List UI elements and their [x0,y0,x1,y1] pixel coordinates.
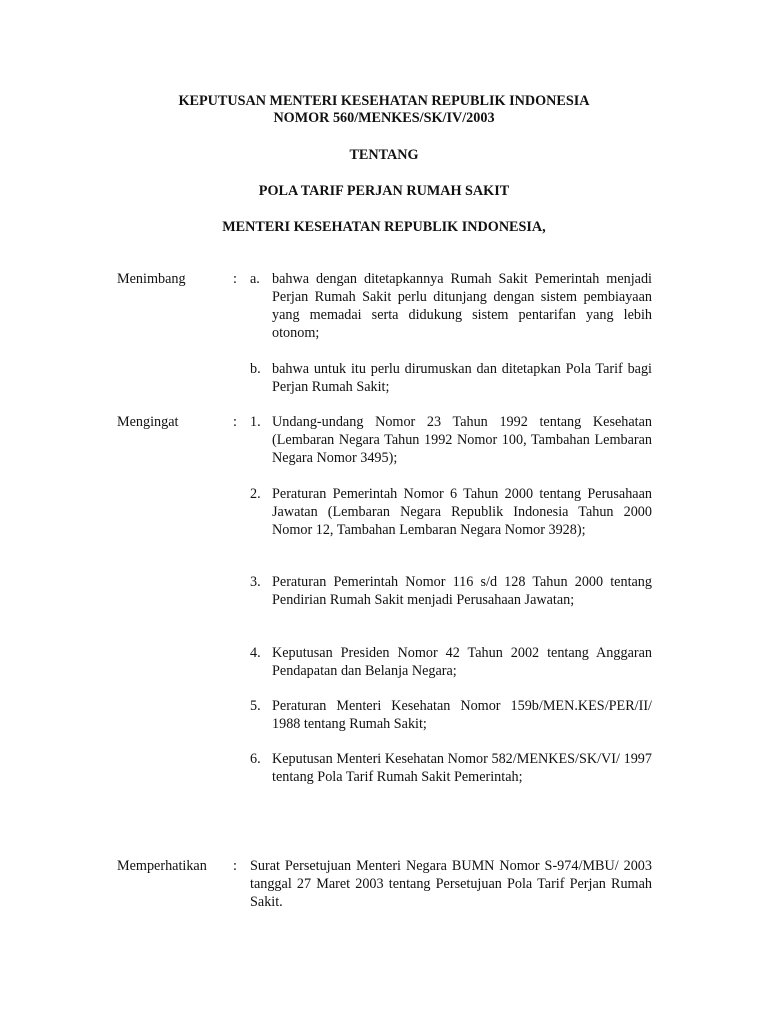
tentang-heading: TENTANG [349,147,419,163]
memperhatikan-colon: : [233,858,237,874]
menimbang-label: Menimbang [117,271,186,287]
mengingat-item-5-text: Peraturan Menteri Kesehatan Nomor 159b/MEN.KES/PER/II/ 1988 tentang Rumah Sakit; [272,698,652,732]
mengingat-label: Mengingat [117,414,179,430]
menimbang-item-a-mark: a. [250,271,260,287]
issuer-heading: MENTERI KESEHATAN REPUBLIK INDONESIA, [222,219,546,235]
mengingat-item-2-text: Peraturan Pemerintah Nomor 6 Tahun 2000 tentang Perusahaan Jawatan (Lembaran Negara Republik Indonesia Tahun 2000 Nomor 12, Tambahan Lembaran Negara Nomor 3928); [272,486,652,538]
mengingat-item-3-text: Peraturan Pemerintah Nomor 116 s/d 128 Tahun 2000 tentang Pendirian Rumah Sakit menjadi Perusahaan Jawatan; [272,574,652,608]
mengingat-item-4-text: Keputusan Presiden Nomor 42 Tahun 2002 tentang Anggaran Pendapatan dan Belanja Negara; [272,645,652,679]
decree-title: KEPUTUSAN MENTERI KESEHATAN REPUBLIK INDONESIA [178,93,590,109]
menimbang-item-b-text: bahwa untuk itu perlu dirumuskan dan ditetapkan Pola Tarif bagi Perjan Rumah Sakit; [272,361,652,395]
mengingat-item-3-mark: 3. [250,574,261,590]
decree-number: NOMOR 560/MENKES/SK/IV/2003 [273,110,495,126]
memperhatikan-label: Memperhatikan [117,858,207,874]
mengingat-item-1-mark: 1. [250,414,261,430]
mengingat-item-1-text: Undang-undang Nomor 23 Tahun 1992 tentang Kesehatan (Lembaran Negara Tahun 1992 Nomor 100, Tambahan Lembaran Negara Nomor 3495); [272,414,652,466]
memperhatikan-text: Surat Persetujuan Menteri Negara BUMN Nomor S-974/MBU/ 2003 tanggal 27 Maret 2003 tentang Persetujuan Pola Tarif Perjan Rumah Sakit. [250,858,652,910]
mengingat-item-6-text: Keputusan Menteri Kesehatan Nomor 582/MENKES/SK/VI/ 1997 tentang Pola Tarif Rumah Sakit Pemerintah; [272,751,652,785]
mengingat-item-5-mark: 5. [250,698,261,714]
mengingat-item-4-mark: 4. [250,645,261,661]
decree-subject: POLA TARIF PERJAN RUMAH SAKIT [258,183,510,199]
menimbang-item-a-text: bahwa dengan ditetapkannya Rumah Sakit Pemerintah menjadi Perjan Rumah Sakit perlu ditunjang dengan sistem pembiayaan yang memadai serta didukung sistem pentarifan yang lebih otonom; [272,271,652,341]
mengingat-item-6-mark: 6. [250,751,261,767]
mengingat-colon: : [233,414,237,430]
menimbang-item-b-mark: b. [250,361,261,377]
mengingat-item-2-mark: 2. [250,486,261,502]
menimbang-colon: : [233,271,237,287]
